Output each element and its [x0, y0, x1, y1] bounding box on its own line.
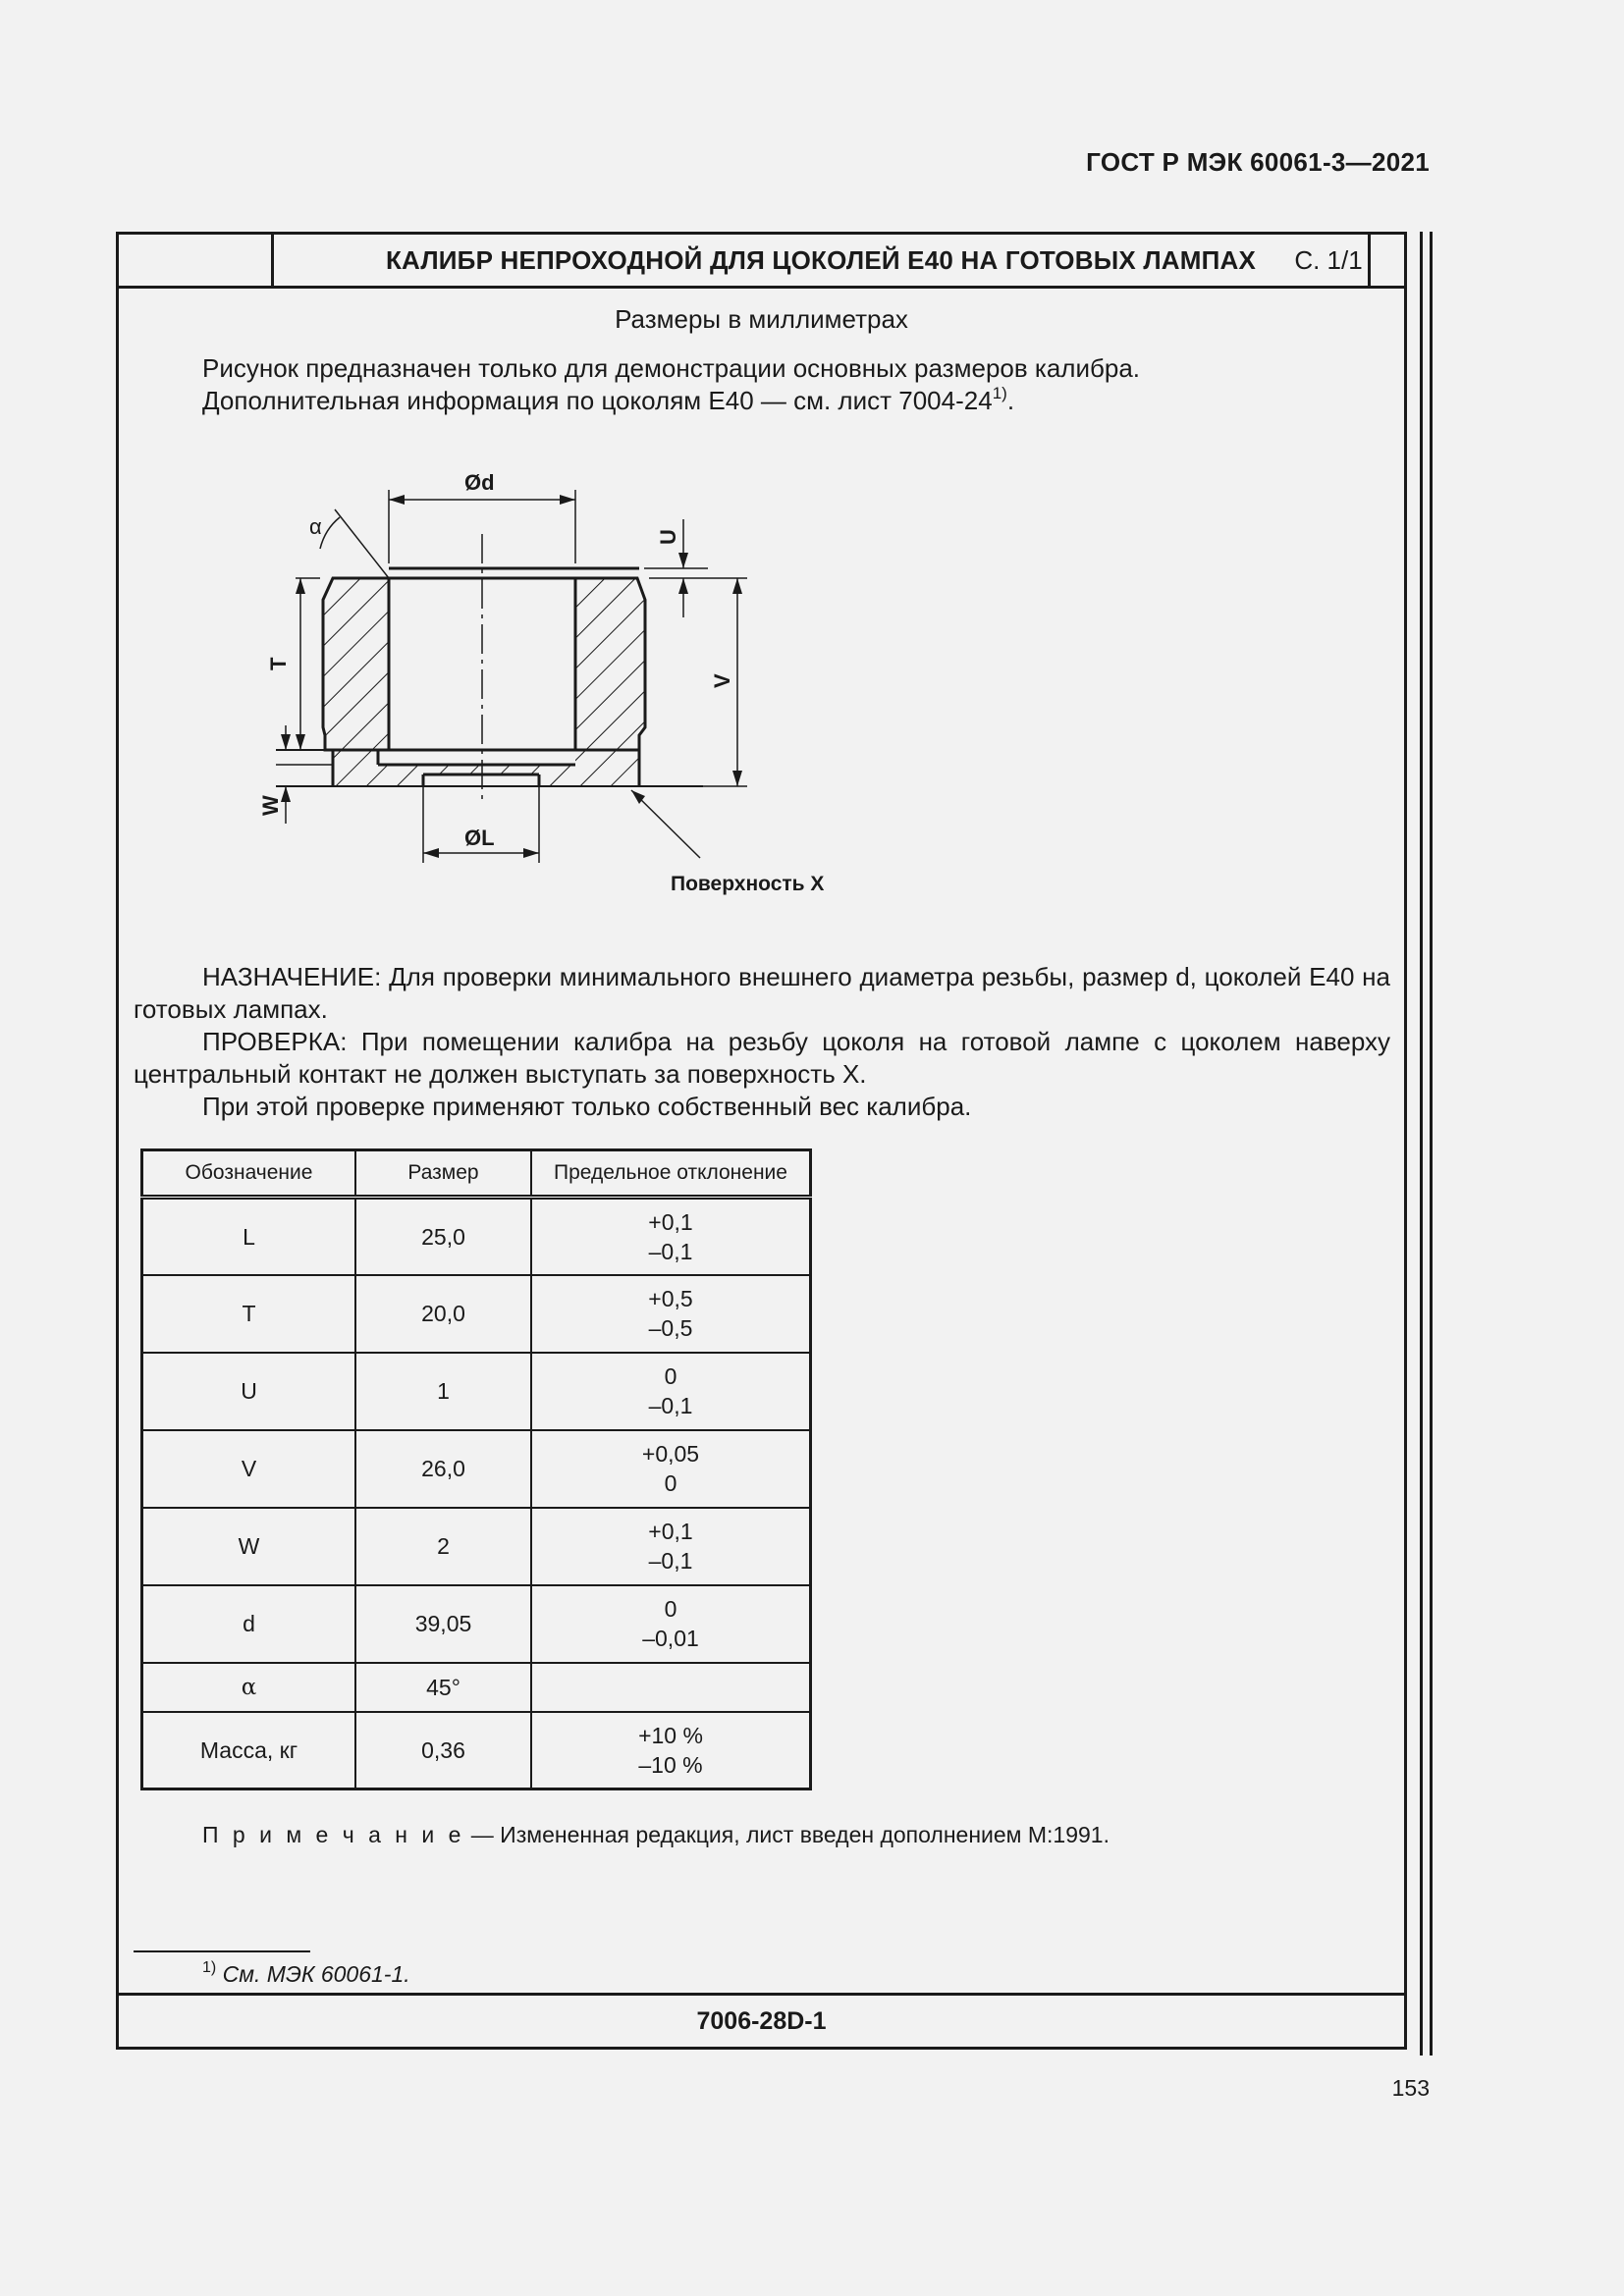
footnote [202, 1958, 410, 1991]
note-label: П р и м е ч а н и е [202, 1822, 465, 1847]
size-cell: 25,0 [355, 1198, 531, 1275]
units-caption: Размеры в миллиметрах [615, 304, 908, 334]
size-cell: 0,36 [355, 1712, 531, 1789]
gauge-right-section [575, 578, 645, 750]
tolerance-cell: +0,1 –0,1 [531, 1198, 811, 1275]
tolerance-cell [531, 1663, 811, 1712]
footnote-mark: 1) [202, 1959, 217, 1976]
tolerance-cell: 0 –0,1 [531, 1353, 811, 1430]
size-cell: 45° [355, 1663, 531, 1712]
symbol-cell: Масса, кг [142, 1712, 356, 1789]
symbol-cell: U [142, 1353, 356, 1430]
label-alpha: α [309, 514, 322, 539]
table-row [142, 1353, 811, 1430]
footnote-text: См. МЭК 60061-1. [222, 1961, 410, 1987]
label-W: W [258, 795, 283, 816]
tolerance-cell: +0,1 –0,1 [531, 1508, 811, 1585]
footnote-rule [134, 1950, 310, 1952]
footnote-ref: 1) [992, 384, 1007, 402]
margin-line [1420, 232, 1423, 2056]
sheet-title: КАЛИБР НЕПРОХОДНОЙ ДЛЯ ЦОКОЛЕЙ Е40 НА ГОТОВЫХ ЛАМПАХ [274, 235, 1371, 286]
label-U: U [656, 529, 680, 545]
purpose-block [134, 961, 1390, 1123]
label-d: Ød [464, 470, 495, 495]
label-surface-x: Поверхность X [671, 873, 825, 895]
table-row [142, 1508, 811, 1585]
intro-line-1: Рисунок предназначен только для демонстрации основных размеров калибра. [202, 353, 1141, 383]
column-header: Размер [355, 1150, 531, 1198]
tolerance-cell: +0,05 0 [531, 1430, 811, 1508]
symbol-cell: L [142, 1198, 356, 1275]
table-row [142, 1663, 811, 1712]
size-cell: 20,0 [355, 1275, 531, 1353]
tolerance-cell: +0,5 –0,5 [531, 1275, 811, 1353]
note-text: — Измененная редакция, лист введен дополнением М:1991. [464, 1822, 1110, 1847]
sheet-frame [116, 232, 1407, 2050]
sheet-page: С. 1/1 [1294, 244, 1363, 275]
tolerance-cell: +10 % –10 % [531, 1712, 811, 1789]
sheet-header [119, 235, 1404, 289]
intro-line-2: Дополнительная информация по цоколям Е40 — см. лист 7004-24$^{1)}$. [202, 384, 1015, 415]
label-T: T [266, 657, 291, 670]
size-cell: 26,0 [355, 1430, 531, 1508]
tolerance-cell: 0 –0,01 [531, 1585, 811, 1663]
margin-line [1430, 232, 1433, 2056]
size-cell: 1 [355, 1353, 531, 1430]
column-header: Предельное отклонение [531, 1150, 811, 1198]
note [202, 1819, 1110, 1851]
symbol-cell: α [142, 1663, 356, 1712]
sheet-code: 7006-28D-1 [119, 1993, 1404, 2047]
symbol-cell: T [142, 1275, 356, 1353]
table-row [142, 1198, 811, 1275]
size-cell: 39,05 [355, 1585, 531, 1663]
column-header: Обозначение [142, 1150, 356, 1198]
label-L: ØL [464, 826, 495, 850]
gauge-drawing [258, 470, 1277, 941]
symbol-cell: d [142, 1585, 356, 1663]
gauge-left-section [323, 578, 389, 750]
weight-text: При этой проверке применяют только собственный вес калибра. [202, 1092, 972, 1121]
label-V: V [710, 673, 734, 688]
table-row [142, 1275, 811, 1353]
table-row [142, 1430, 811, 1508]
dimensions-table [140, 1148, 812, 1790]
page-number: 153 [1391, 2075, 1430, 2101]
table-row [142, 1585, 811, 1663]
standard-code: ГОСТ Р МЭК 60061-3—2021 [1086, 147, 1430, 177]
symbol-cell: V [142, 1430, 356, 1508]
symbol-cell: W [142, 1508, 356, 1585]
purpose-text: НАЗНАЧЕНИЕ: Для проверки минимального внешнего диаметра резьбы, размер d, цоколей Е40 на готовых лампах. [134, 962, 1390, 1024]
intro-text [202, 352, 1331, 417]
header-blank-cell [119, 235, 274, 286]
check-text: ПРОВЕРКА: При помещении калибра на резьбу цоколя на готовой лампе с цоколем наверху центральный контакт не должен выступать за поверхность X. [134, 1027, 1390, 1089]
size-cell: 2 [355, 1508, 531, 1585]
table-row [142, 1712, 811, 1789]
